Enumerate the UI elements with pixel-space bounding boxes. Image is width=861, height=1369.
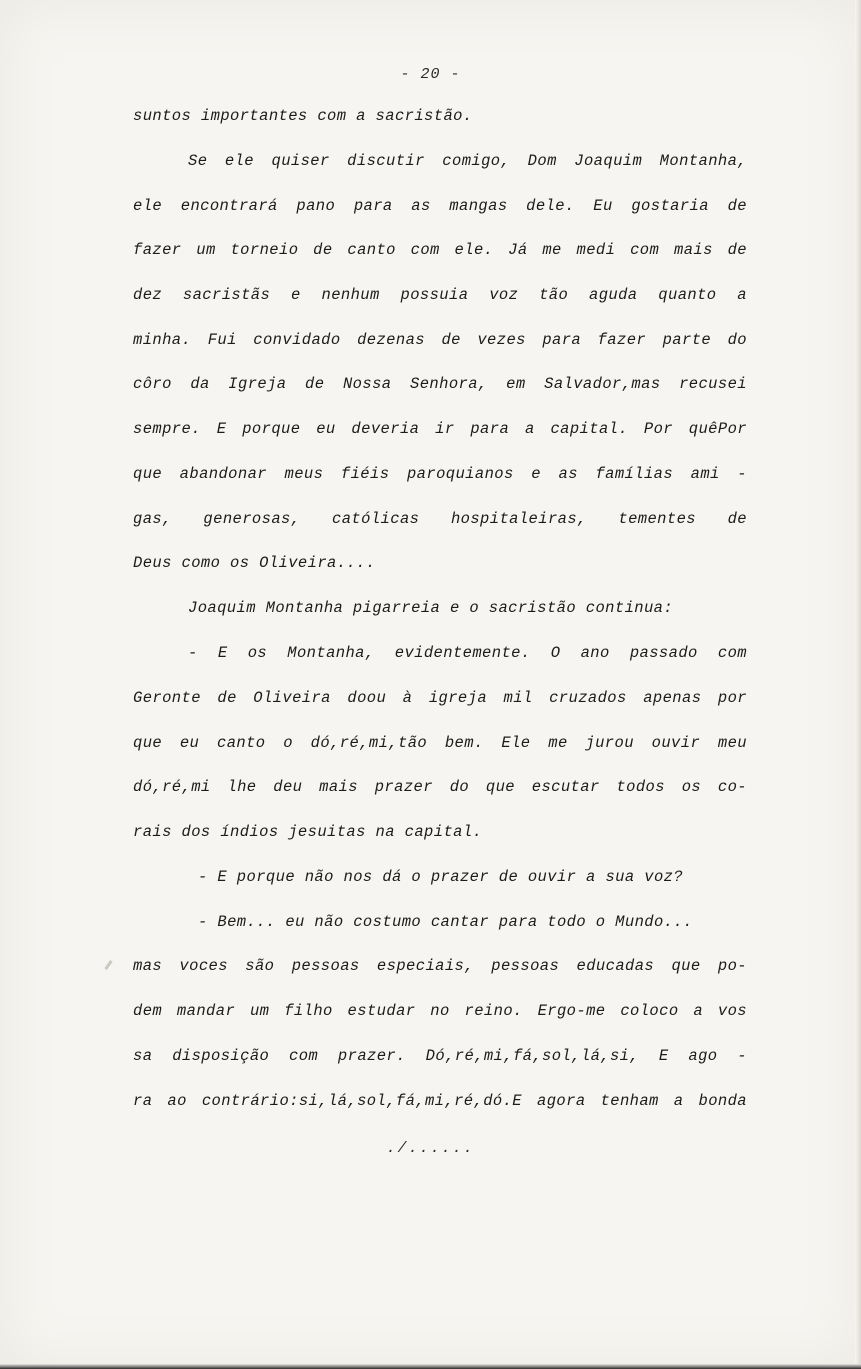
text-line: Se ele quiser discutir comigo, Dom Joaquim Montanha, — [188, 152, 747, 170]
text-line: dem mandar um filho estudar no reino. Ergo-me coloco a vos — [133, 1002, 747, 1020]
text-line: ele encontrará pano para as mangas dele. Eu gostaria de — [133, 197, 747, 215]
text-line: ra ao contrário:si,lá,sol,fá,mi,ré,dó.E agora tenham a bonda — [133, 1092, 747, 1110]
text-line: rais dos índios jesuitas na capital. — [133, 823, 483, 841]
text-line: - E porque não nos dá o prazer de ouvir a sua voz? — [198, 868, 684, 886]
continuation-mark: ./...... — [386, 1140, 475, 1157]
paper-speck — [104, 960, 112, 970]
page-number: - 20 - — [400, 66, 461, 83]
text-line: sempre. E porque eu deveria ir para a capital. Por quêPor — [133, 420, 747, 438]
page-bottom-edge — [0, 1364, 861, 1369]
text-line: dez sacristãs e nenhum possuia voz tão aguda quanto a — [133, 286, 747, 304]
text-line: sa disposição com prazer. Dó,ré,mi,fá,sol,lá,si, E ago - — [133, 1047, 747, 1065]
text-line: - E os Montanha, evidentemente. O ano passado com — [188, 644, 747, 662]
text-line: dó,ré,mi lhe deu mais prazer do que escutar todos os co- — [133, 778, 747, 796]
text-line: Joaquim Montanha pigarreia e o sacristão continua: — [188, 599, 674, 617]
text-line: mas voces são pessoas especiais, pessoas educadas que po- — [133, 957, 747, 975]
text-line: gas, generosas, católicas hospitaleiras, tementes de — [133, 510, 747, 528]
text-line: suntos importantes com a sacristão. — [133, 107, 473, 125]
text-line: que abandonar meus fiéis paroquianos e as famílias ami - — [133, 465, 747, 483]
text-line: côro da Igreja de Nossa Senhora, em Salvador,mas recusei — [133, 375, 747, 393]
text-line: Geronte de Oliveira doou à igreja mil cruzados apenas por — [133, 689, 747, 707]
text-line: - Bem... eu não costumo cantar para todo o Mundo... — [198, 913, 693, 931]
page-edge-shadow — [855, 0, 861, 1369]
text-line: minha. Fui convidado dezenas de vezes para fazer parte do — [133, 331, 747, 349]
text-line: Deus como os Oliveira.... — [133, 554, 376, 572]
text-line: que eu canto o dó,ré,mi,tão bem. Ele me jurou ouvir meu — [133, 734, 747, 752]
text-line: fazer um torneio de canto com ele. Já me medi com mais de — [133, 241, 747, 259]
